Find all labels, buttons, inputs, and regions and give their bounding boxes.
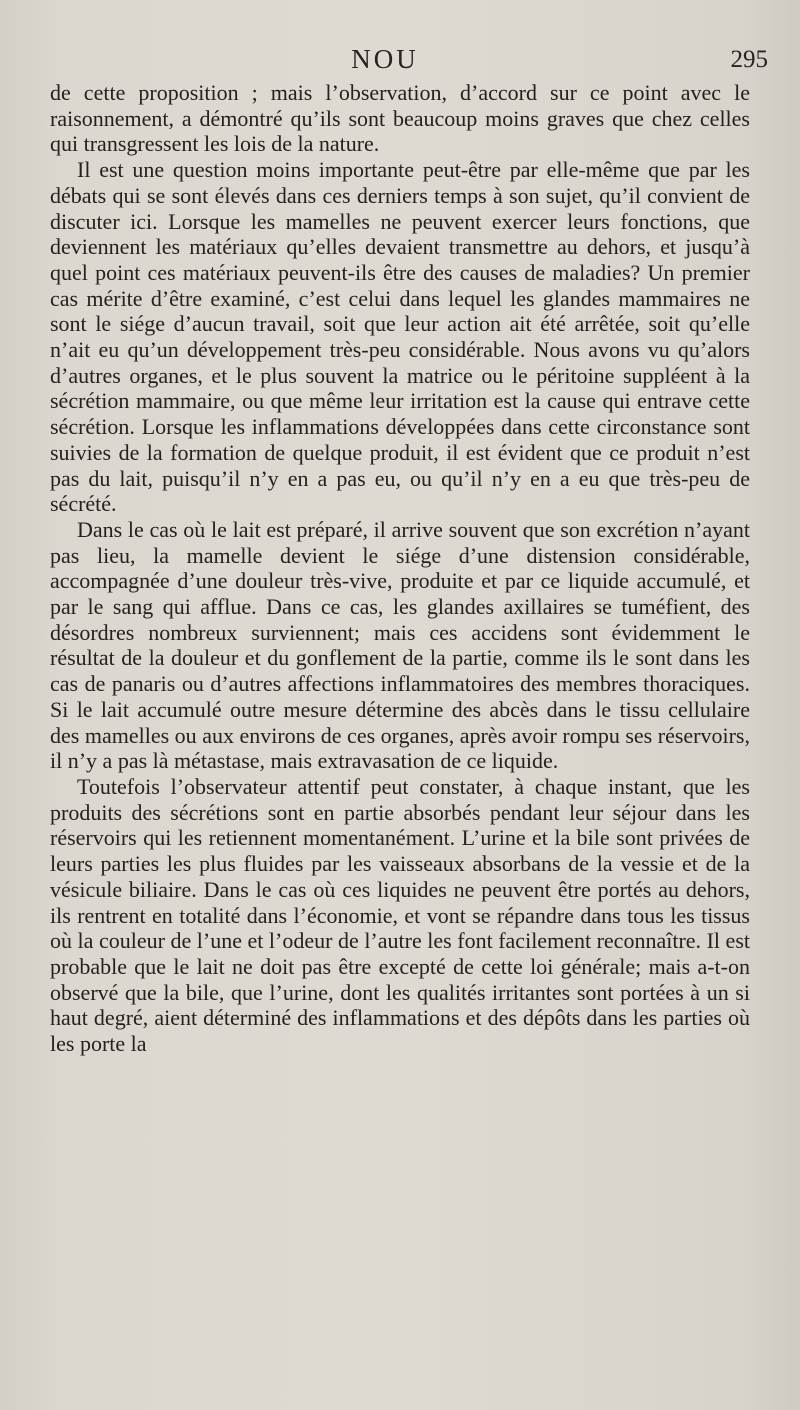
page-number: 295	[730, 46, 768, 73]
page-header	[0, 44, 800, 84]
paragraph-2: Il est une question moins importante peut-être par elle-même que par les débats qui se sont élevés dans ces derniers temps à son sujet, qu’il convient de discuter ici. Lorsque les mamelles ne peuvent exercer leurs fonctions, que deviennent les matériaux qu’elles devaient transmettre au dehors, et jusqu’à quel point ces matériaux peuvent-ils être des causes de maladies? Un premier cas mérite d’être examiné, c’est celui dans lequel les glandes mammaires ne sont le siége d’aucun travail, soit que leur action ait été arrêtée, soit qu’elle n’ait eu qu’un développement très-peu considérable. Nous avons vu qu’alors d’autres organes, et le plus souvent la matrice ou le péritoine suppléent à la sécrétion mammaire, ou que même leur irritation est la cause qui entrave cette sécrétion. Lorsque les inflammations développées dans cette circonstance sont suivies de la formation de quelque produit, il est évident que ce produit n’est pas du lait, puisqu’il n’y en a pas eu, ou qu’il n’y en a eu que très-peu de sécrété.	[50, 157, 750, 517]
running-head: NOU	[351, 44, 419, 74]
paragraph-4: Toutefois l’observateur attentif peut constater, à chaque instant, que les produits des sécrétions sont en partie absorbés pendant leur séjour dans les réservoirs qui les retiennent momentanément. L’urine et la bile sont privées de leurs parties les plus fluides par les vaisseaux absorbans de la vessie et de la vésicule biliaire. Dans le cas où ces liquides ne peuvent être portés au dehors, ils rentrent en totalité dans l’économie, et vont se répandre dans tous les tissus où la couleur de l’une et l’odeur de l’autre les font facilement reconnaître. Il est probable que le lait ne doit pas être excepté de cette loi générale; mais a-t-on observé que la bile, que l’urine, dont les qualités irritantes sont portées à un si haut degré, aient déterminé des inflammations et des dépôts dans les parties où les porte la	[50, 773, 750, 1057]
paragraph-1: de cette proposition ; mais l’observation, d’accord sur ce point avec le raisonnement, a démontré qu’ils sont beaucoup moins graves que chez celles qui transgressent les lois de la nature.	[50, 80, 750, 157]
body-text	[50, 80, 750, 1057]
paragraph-3: Dans le cas où le lait est préparé, il arrive souvent que son excrétion n’ayant pas lieu, la mamelle devient le siége d’une distension considérable, accompagnée d’une douleur très-vive, produite et par ce liquide accumulé, et par le sang qui afflue. Dans ce cas, les glandes axillaires se tuméfient, des désordres nombreux surviennent; mais ces accidens sont évidemment le résultat de la douleur et du gonflement de la partie, comme ils le sont dans les cas de panaris ou d’autres affections inflammatoires des membres thoraciques. Si le lait accumulé outre mesure détermine des abcès dans le tissu cellulaire des mamelles ou aux environs de ces organes, après avoir rompu ses réservoirs, il n’y a pas là métastase, mais extravasation de ce liquide.	[50, 516, 750, 774]
